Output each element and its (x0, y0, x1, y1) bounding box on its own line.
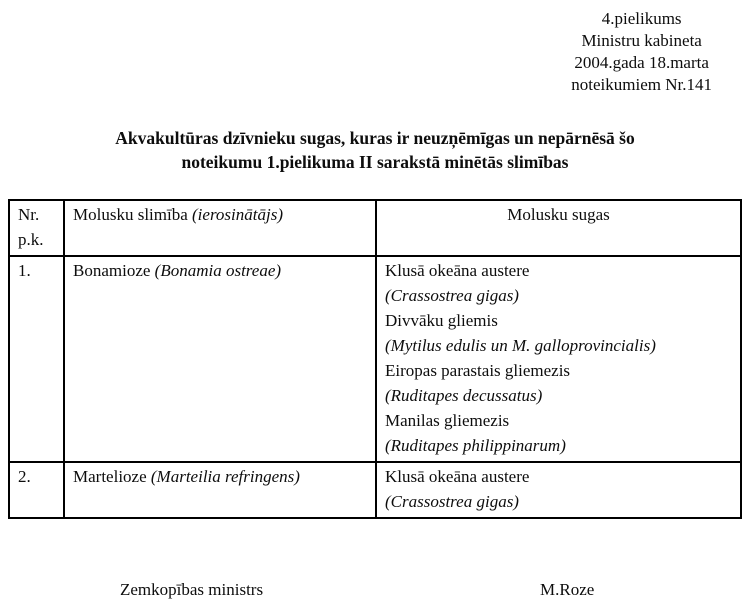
disease-cell (64, 256, 376, 462)
species-common-name-line: Eiropas parastais gliemezis (385, 361, 571, 380)
species-scientific-name-line: (Mytilus edulis un M. galloprovincialis) (385, 336, 656, 355)
species-disease-table (8, 199, 742, 519)
species-scientific-name-line: (Ruditapes decussatus) (385, 386, 543, 405)
header-number-line: Nr. (18, 205, 40, 224)
annex-header-line: 4.pielikums (601, 9, 682, 28)
minister-name: M.Roze (540, 580, 595, 599)
species-common-name-line: Klusā okeāna austere (385, 467, 530, 486)
document-title-line: noteikumu 1.pielikuma II sarakstā minētās slimības (181, 152, 569, 172)
table-body (9, 256, 741, 518)
minister-title: Zemkopības ministrs (120, 580, 264, 599)
species-common-name-line: Klusā okeāna austere (385, 261, 530, 280)
species-scientific-name-line: (Crassostrea gigas) (385, 286, 519, 305)
header-cell-number (9, 200, 64, 256)
annex-header (571, 8, 712, 96)
table-row (9, 462, 741, 518)
header-disease-text: Molusku slimība (73, 205, 193, 224)
scientific-name-text: (Bonamia ostreae) (154, 261, 282, 280)
disease-name-text: Martelioze (73, 467, 151, 486)
row-number-cell: 2. (9, 462, 64, 518)
species-scientific-name-line: (Crassostrea gigas) (385, 492, 519, 511)
annex-header-line: Ministru kabineta (581, 31, 702, 50)
header-number-line: p.k. (18, 230, 44, 249)
disease-cell (64, 462, 376, 518)
header-cell-disease (64, 200, 376, 256)
row-number-cell: 1. (9, 256, 64, 462)
disease-name-text: Bonamioze (73, 261, 155, 280)
species-common-name-line: Manilas gliemezis (385, 411, 510, 430)
header-cell-species: Molusku sugas (376, 200, 741, 256)
table-header-row (9, 200, 741, 256)
document-title (0, 126, 750, 174)
species-cell (376, 462, 741, 518)
table-head (9, 200, 741, 256)
annex-header-line: noteikumiem Nr.141 (571, 75, 712, 94)
annex-header-line: 2004.gada 18.marta (574, 53, 709, 72)
header-disease-italic-text: (ierosinātājs) (192, 205, 283, 224)
table-row (9, 256, 741, 462)
document-title-line: Akvakultūras dzīvnieku sugas, kuras ir neuzņēmīgas un nepārnēsā šo (115, 128, 635, 148)
scientific-name-text: (Marteilia refringens) (150, 467, 300, 486)
species-common-name-line: Divvāku gliemis (385, 311, 498, 330)
species-cell (376, 256, 741, 462)
species-scientific-name-line: (Ruditapes philippinarum) (385, 436, 566, 455)
